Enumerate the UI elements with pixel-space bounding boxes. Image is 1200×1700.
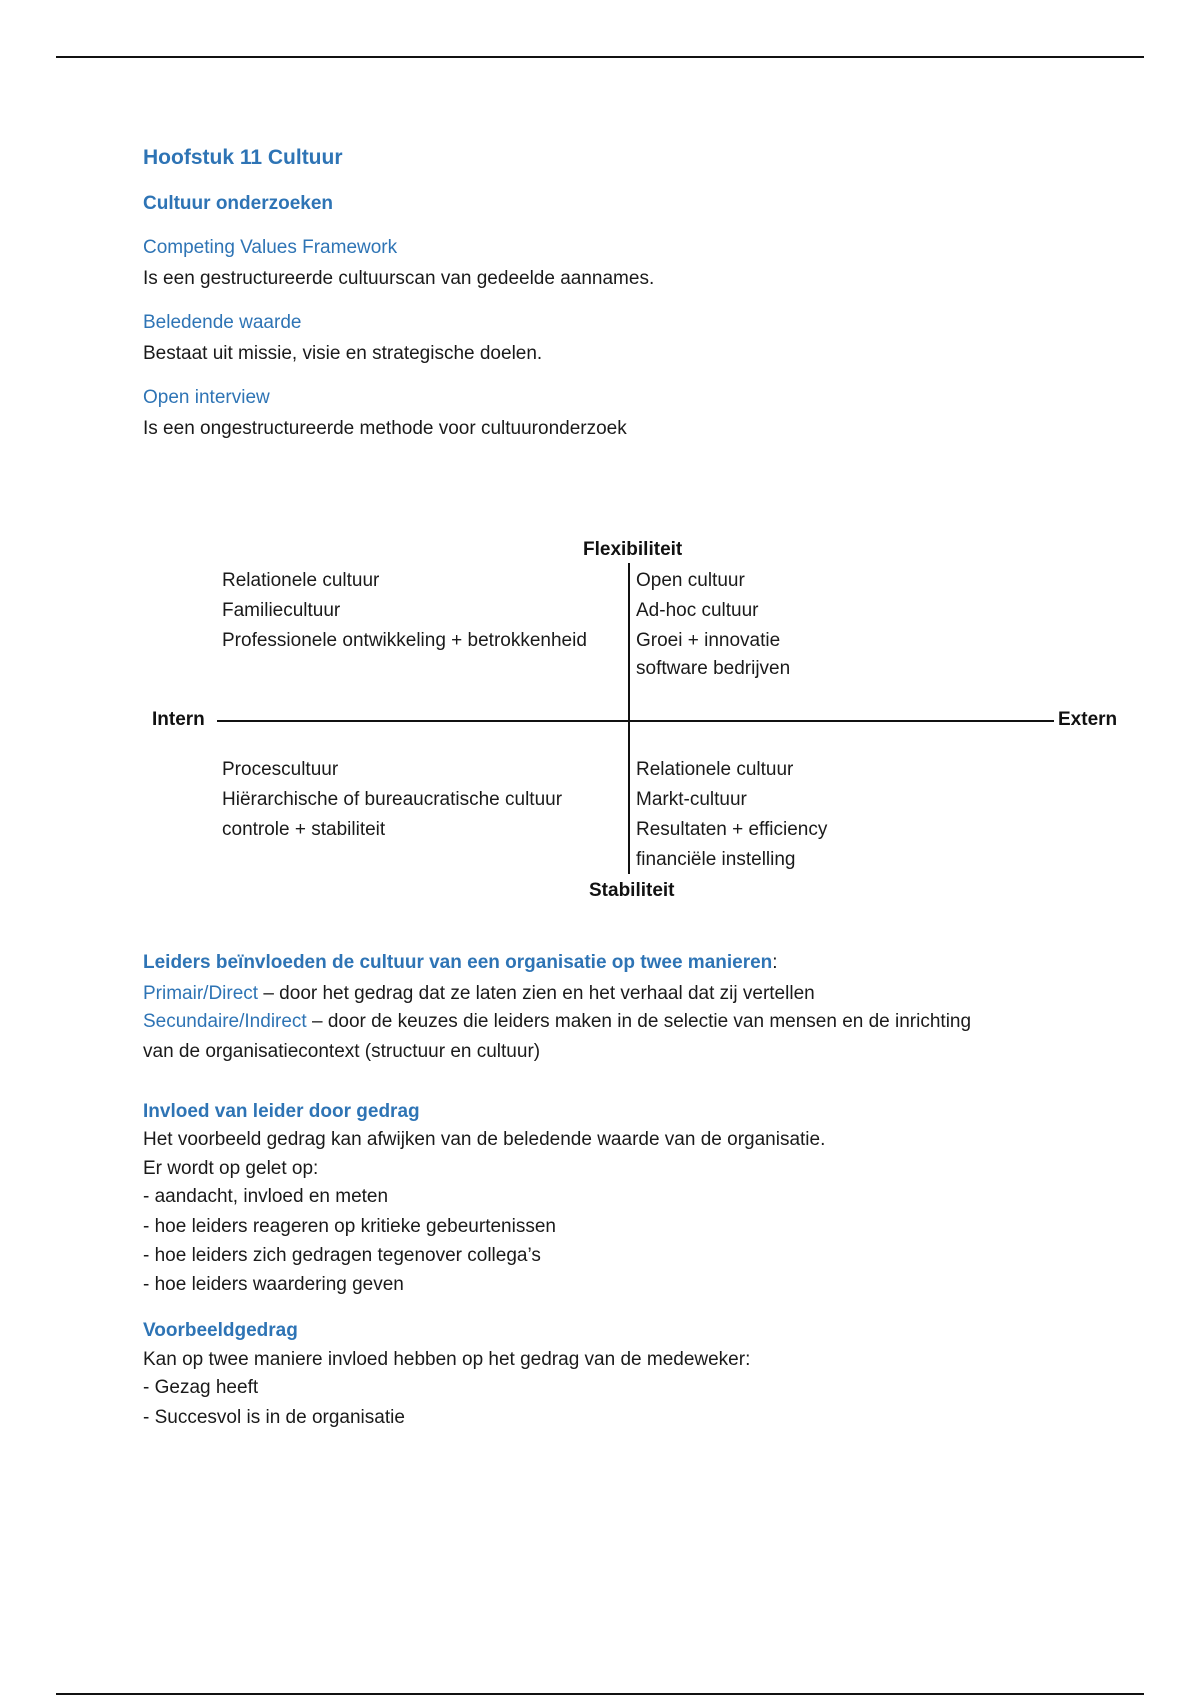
term-beledende-waarde: Beledende waarde <box>143 312 302 333</box>
bottom-rule <box>56 1693 1144 1695</box>
leaders-heading-line <box>143 952 778 974</box>
influence-bullet: - aandacht, invloed en meten <box>143 1186 389 1207</box>
quadrant-item: Open cultuur <box>636 570 745 591</box>
influence-bullet: - hoe leiders reageren op kritieke gebeurtenissen <box>143 1216 556 1237</box>
quadrant-item: Markt-cultuur <box>636 789 747 810</box>
leaders-heading-suffix: : <box>772 952 778 973</box>
quadrant-item: Familiecultuur <box>222 600 341 621</box>
quadrant-bottom-left <box>222 755 562 845</box>
secondary-term: Secundaire/Indirect <box>143 1011 307 1032</box>
example-bullet: - Gezag heeft <box>143 1377 259 1398</box>
horizontal-axis <box>217 720 1054 722</box>
leaders-primary-line <box>143 983 815 1005</box>
quadrant-item: Groei + innovatie <box>636 630 781 651</box>
term-open-interview: Open interview <box>143 387 270 408</box>
quadrant-item: controle + stabiliteit <box>222 819 386 840</box>
quadrant-item: financiële instelling <box>636 849 796 870</box>
definition-beledende-waarde: Bestaat uit missie, visie en strategische doelen. <box>143 343 543 364</box>
influence-line: Er wordt op gelet op: <box>143 1158 319 1179</box>
secondary-text: – door de keuzes die leiders maken in de selectie van mensen en de inrichting <box>306 1011 972 1032</box>
leaders-secondary-line <box>143 1011 971 1033</box>
axis-label-intern: Intern <box>152 709 205 730</box>
leaders-secondary-line-2: van de organisatiecontext (structuur en cultuur) <box>143 1041 541 1062</box>
example-bullet: - Succesvol is in de organisatie <box>143 1407 405 1428</box>
quadrant-item: Hiërarchische of bureaucratische cultuur <box>222 789 563 810</box>
term-competing-values: Competing Values Framework <box>143 237 398 258</box>
quadrant-item: software bedrijven <box>636 658 791 679</box>
quadrant-item: Relationele cultuur <box>636 759 794 780</box>
quadrant-top-right <box>636 566 790 682</box>
top-rule <box>56 56 1144 58</box>
chapter-title: Hoofstuk 11 Cultuur <box>143 146 343 169</box>
quadrant-item: Ad-hoc cultuur <box>636 600 759 621</box>
influence-bullet: - hoe leiders waardering geven <box>143 1274 404 1295</box>
influence-line: Het voorbeeld gedrag kan afwijken van de beledende waarde van de organisatie. <box>143 1129 826 1150</box>
quadrant-bottom-right <box>636 755 827 875</box>
leaders-heading: Leiders beïnvloeden de cultuur van een organisatie op twee manieren <box>143 952 773 973</box>
quadrant-item: Relationele cultuur <box>222 570 380 591</box>
quadrant-item: Procescultuur <box>222 759 339 780</box>
axis-label-extern: Extern <box>1058 709 1118 730</box>
definition-open-interview: Is een ongestructureerde methode voor cultuuronderzoek <box>143 418 627 439</box>
influence-heading: Invloed van leider door gedrag <box>143 1101 420 1122</box>
example-heading: Voorbeeldgedrag <box>143 1320 298 1341</box>
quadrant-item: Professionele ontwikkeling + betrokkenheid <box>222 630 587 651</box>
primary-term: Primair/Direct <box>143 983 259 1004</box>
axis-label-stabiliteit: Stabiliteit <box>589 880 675 901</box>
influence-bullet: - hoe leiders zich gedragen tegenover collega’s <box>143 1245 541 1266</box>
primary-text: – door het gedrag dat ze laten zien en het verhaal dat zij vertellen <box>258 983 815 1004</box>
example-line: Kan op twee maniere invloed hebben op het gedrag van de medeweker: <box>143 1349 751 1370</box>
definition-competing-values: Is een gestructureerde cultuurscan van gedeelde aannames. <box>143 268 655 289</box>
quadrant-top-left <box>222 566 587 656</box>
section-heading-research: Cultuur onderzoeken <box>143 193 334 214</box>
vertical-axis <box>628 563 630 874</box>
axis-label-flexibiliteit: Flexibiliteit <box>583 539 683 560</box>
quadrant-item: Resultaten + efficiency <box>636 819 828 840</box>
